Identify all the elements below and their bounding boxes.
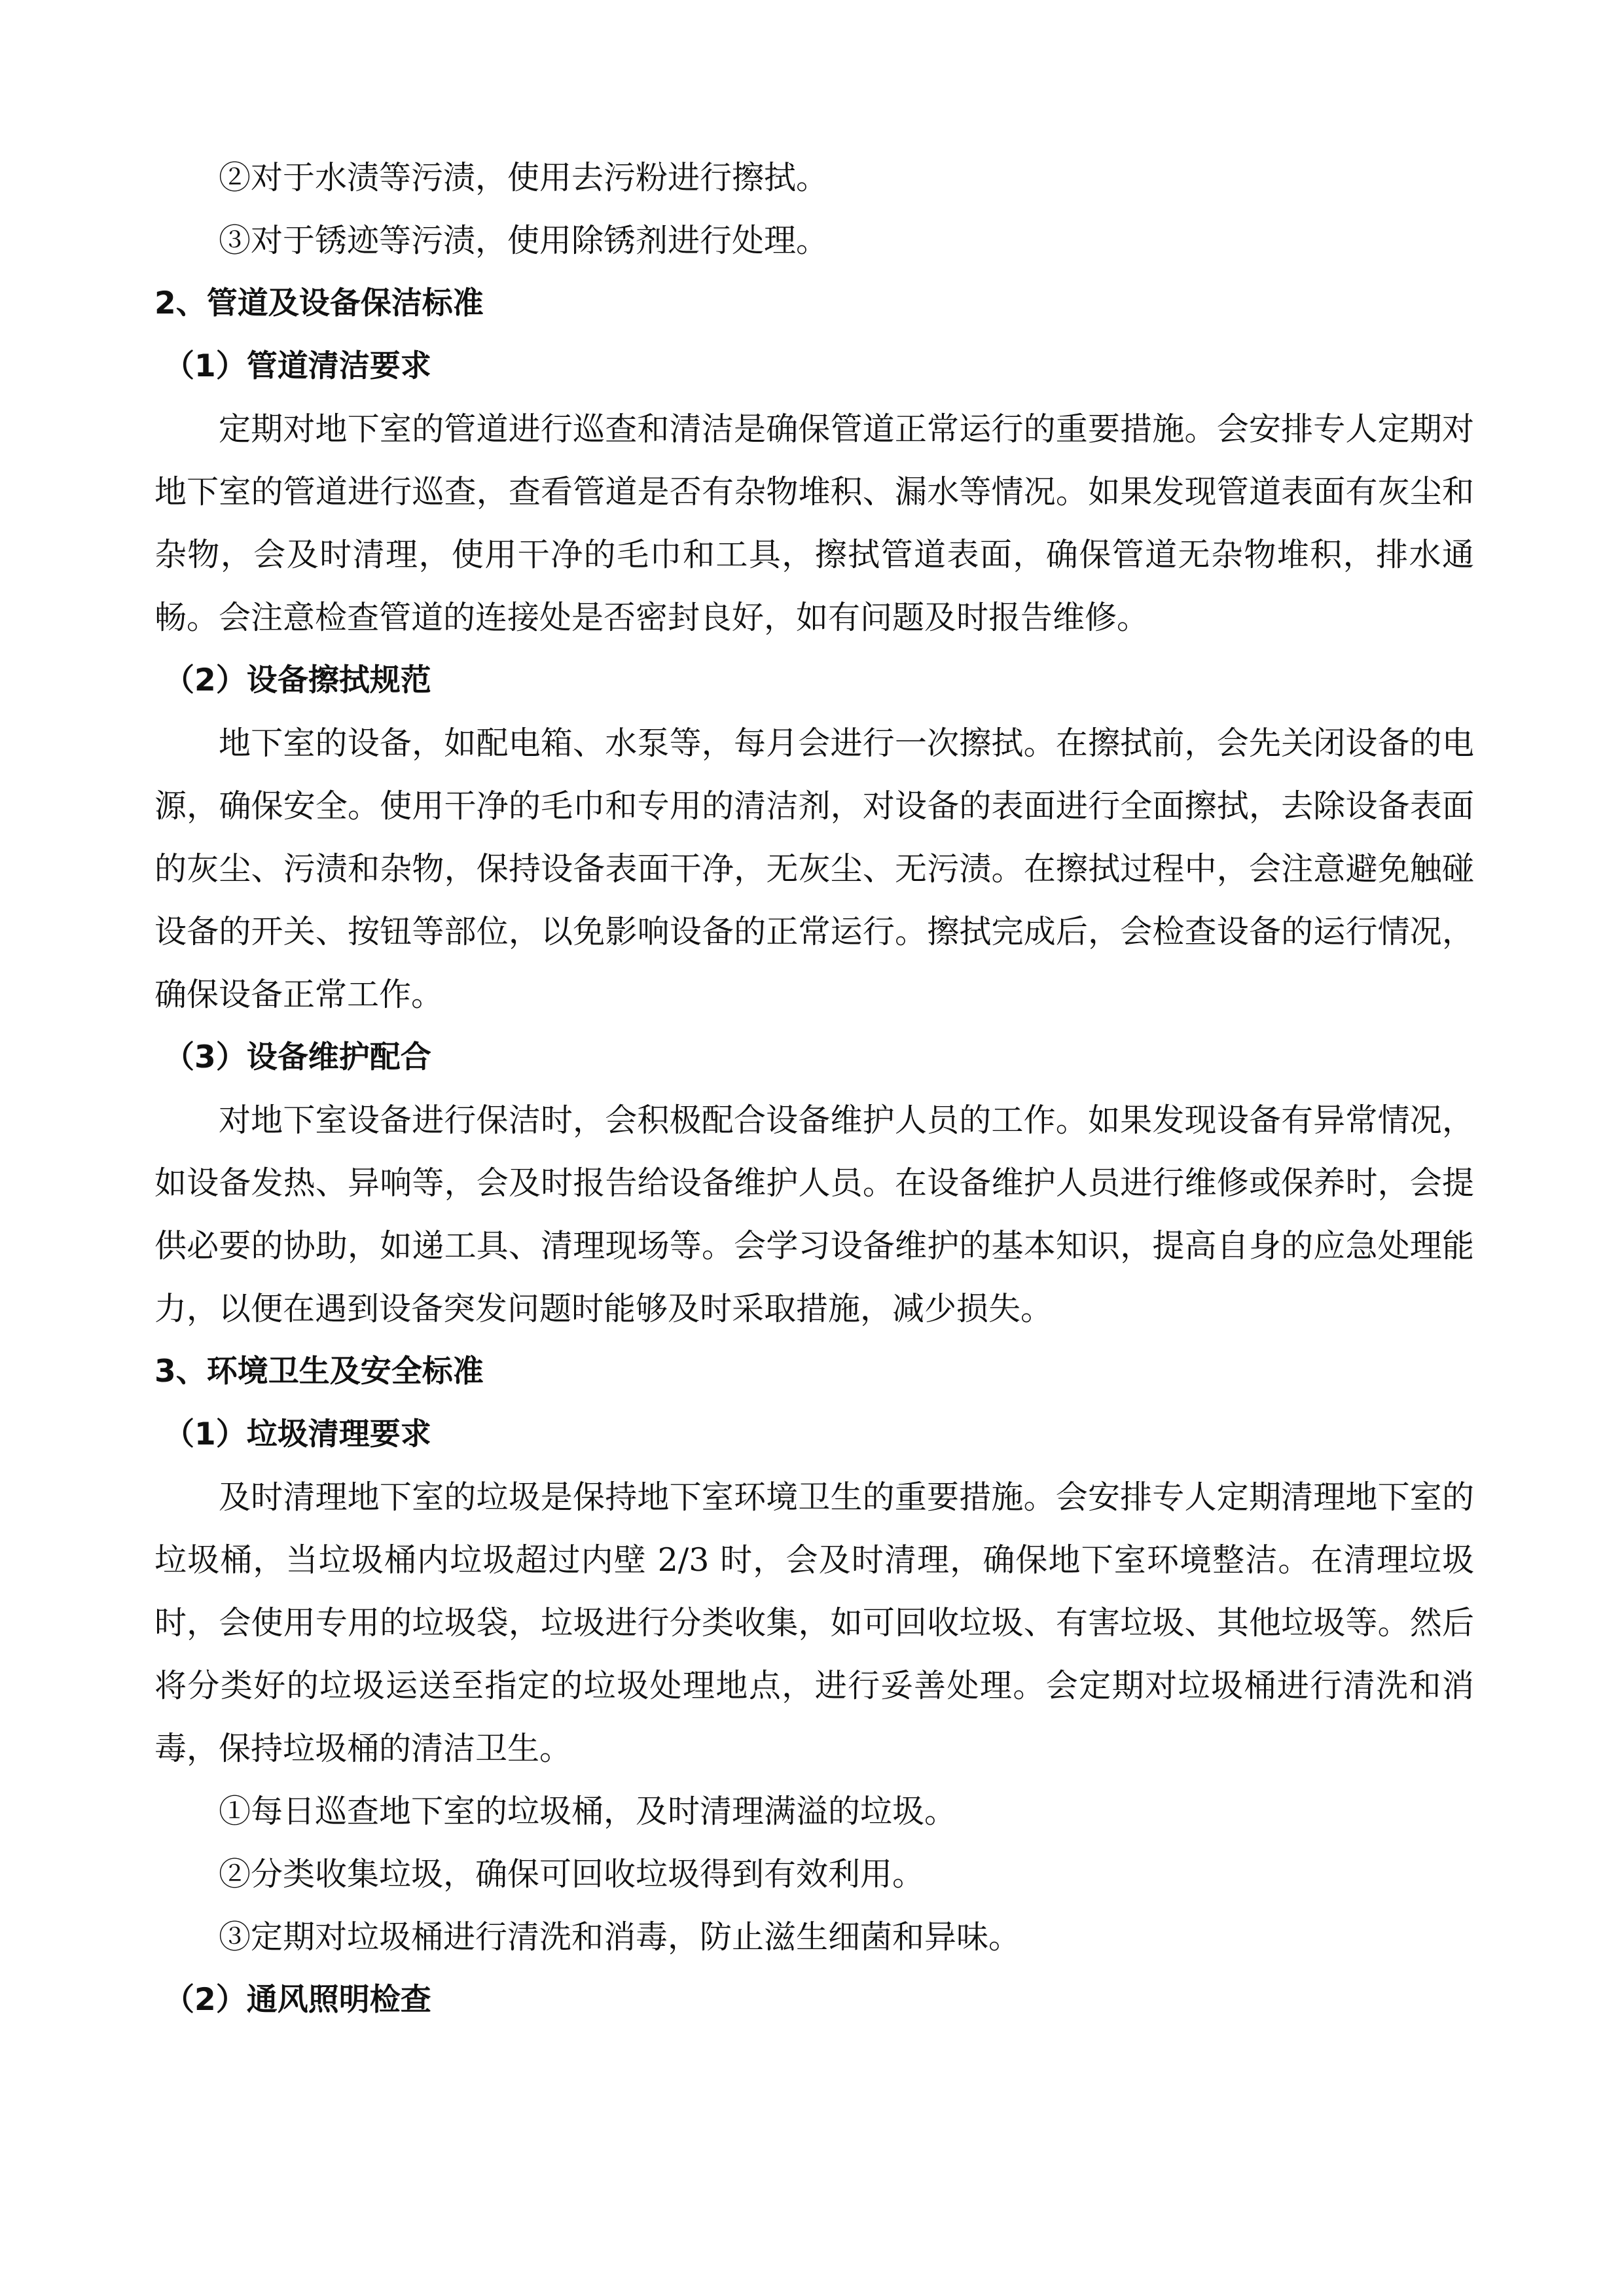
section-3-sub-2 [154,1969,1474,2032]
subsection-heading: （2）通风照明检查 [164,1982,431,2018]
list-item: ②对于水渍等污渍，使用去污粉进行擦拭。 [219,159,829,196]
paragraph: 地下室的设备，如配电箱、水泵等，每月会进行一次擦拭。在擦拭前，会先关闭设备的电源，确保安全。使用干净的毛巾和专用的清洁剂，对设备的表面进行全面擦拭，去除设备表面的灰尘、污渍和杂物，保持设备表面干净，无灰尘、无污渍。在擦拭过程中，会注意避免触碰设备的开关、按钮等部位，以免影响设备的正常运行。擦拭完成后，会检查设备的运行情况，确保设备正常工作。 [154,725,1474,1013]
intro-list [154,147,1474,272]
section-3-sub-1 [154,1403,1474,1969]
section-2-sub-1 [154,335,1474,649]
section-heading: 3、环境卫生及安全标准 [154,1354,484,1390]
subsection-heading: （1）垃圾清理要求 [164,1416,431,1452]
list-item: ③对于锈迹等污渍，使用除锈剂进行处理。 [219,222,829,259]
section-2-sub-3 [154,1026,1474,1340]
list-item: ③定期对垃圾桶进行清洗和消毒，防止滋生细菌和异味。 [219,1918,1021,1956]
section-2 [154,272,1474,335]
section-2-sub-2 [154,649,1474,1026]
paragraph: 定期对地下室的管道进行巡查和清洁是确保管道正常运行的重要措施。会安排专人定期对地下室的管道进行巡查，查看管道是否有杂物堆积、漏水等情况。如果发现管道表面有灰尘和杂物，会及时清理，使用干净的毛巾和工具，擦拭管道表面，确保管道无杂物堆积，排水通畅。会注意检查管道的连接处是否密封良好，如有问题及时报告维修。 [154,410,1474,636]
list-item: ①每日巡查地下室的垃圾桶，及时清理满溢的垃圾。 [219,1793,957,1830]
subsection-heading: （2）设备擦拭规范 [164,662,431,698]
subsection-heading: （3）设备维护配合 [164,1039,431,1075]
subsection-heading: （1）管道清洁要求 [164,348,431,384]
paragraph: 对地下室设备进行保洁时，会积极配合设备维护人员的工作。如果发现设备有异常情况，如设备发热、异响等，会及时报告给设备维护人员。在设备维护人员进行维修或保养时，会提供必要的协助，如递工具、清理现场等。会学习设备维护的基本知识，提高自身的应急处理能力，以便在遇到设备突发问题时能够及时采取措施，减少损失。 [154,1102,1474,1327]
paragraph: 及时清理地下室的垃圾是保持地下室环境卫生的重要措施。会安排专人定期清理地下室的垃圾桶，当垃圾桶内垃圾超过内壁 2/3 时，会及时清理，确保地下室环境整洁。在清理垃圾时，会使用专用的垃圾袋，垃圾进行分类收集，如可回收垃圾、有害垃圾、其他垃圾等。然后将分类好的垃圾运送至指定的垃圾处理地点，进行妥善处理。会定期对垃圾桶进行清洗和消毒，保持垃圾桶的清洁卫生。 [154,1479,1474,1767]
section-3 [154,1340,1474,1403]
list-item: ②分类收集垃圾，确保可回收垃圾得到有效利用。 [219,1856,925,1893]
section-heading: 2、管道及设备保洁标准 [154,285,484,321]
